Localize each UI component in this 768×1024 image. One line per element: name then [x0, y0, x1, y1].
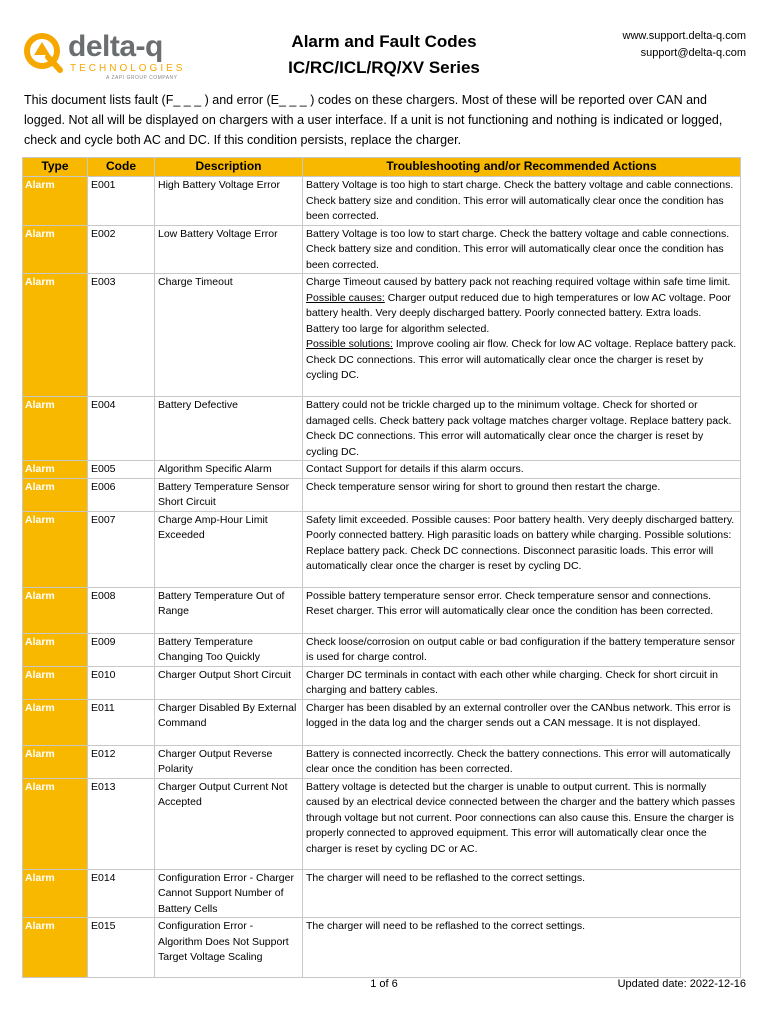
- table-row: [23, 461, 741, 479]
- description-cell: Battery Temperature Out of Range: [155, 587, 303, 633]
- table-row: [23, 225, 741, 274]
- code-cell: E013: [88, 778, 155, 869]
- description-cell: Low Battery Voltage Error: [155, 225, 303, 274]
- causes-label: Possible causes:: [306, 291, 385, 304]
- code-cell: E010: [88, 666, 155, 699]
- code-cell: E011: [88, 699, 155, 745]
- table-row: [23, 778, 741, 869]
- support-website-link[interactable]: www.support.delta-q.com: [622, 30, 746, 42]
- type-cell: Alarm: [23, 397, 88, 461]
- type-cell: Alarm: [23, 699, 88, 745]
- intro-paragraph: This document lists fault (F_ _ _ ) and error (E_ _ _ ) codes on these chargers. Most of these will be reported over CAN and logged. Not all will be displayed on chargers with a user interface. If a unit is not functioning and nothing is indicated or logged, check and cycle both AC and DC. If this condition persists, replace the charger.: [24, 93, 723, 147]
- table-row: [23, 274, 741, 397]
- action-cell: Battery could not be trickle charged up to the minimum voltage. Check for shorted or damaged cells. Check battery pack voltage matches charger voltage. Replace battery pack. Check DC connections. This error will automatically clear once the charger is reset by cycling DC.: [303, 397, 741, 461]
- logo-name: delta-q: [68, 30, 163, 63]
- type-cell: Alarm: [23, 478, 88, 511]
- description-cell: Charge Timeout: [155, 274, 303, 397]
- type-cell: Alarm: [23, 778, 88, 869]
- table-header-row: [23, 158, 741, 177]
- table-row: [23, 745, 741, 778]
- action-cell: [303, 274, 741, 397]
- description-cell: Battery Defective: [155, 397, 303, 461]
- action-cell: Check loose/corrosion on output cable or bad configuration if the battery temperature sensor is used for charge control.: [303, 633, 741, 666]
- type-cell: Alarm: [23, 918, 88, 978]
- description-cell: Charger Disabled By External Command: [155, 699, 303, 745]
- action-cell: Safety limit exceeded. Possible causes: Poor battery health. Very deeply discharged battery. Poorly connected battery. High parasitic loads on battery while charging. Possible solutions: Replace battery pack. Check DC connections. Disconnect parasitic loads. This error will automatically clear once the charger is reset by cycling DC.: [303, 511, 741, 587]
- table-row: [23, 478, 741, 511]
- description-cell: Charger Output Reverse Polarity: [155, 745, 303, 778]
- action-cell: Contact Support for details if this alarm occurs.: [303, 461, 741, 479]
- action-text: Charge Timeout caused by battery pack not reaching required voltage within safe time limit.: [306, 276, 731, 288]
- description-cell: Battery Temperature Sensor Short Circuit: [155, 478, 303, 511]
- description-cell: High Battery Voltage Error: [155, 177, 303, 226]
- header-code: Code: [88, 158, 155, 177]
- code-cell: E005: [88, 461, 155, 479]
- action-cell: Charger has been disabled by an external controller over the CANbus network. This error is logged in the data log and the charger sends out a CAN message. It is not displayed.: [303, 699, 741, 745]
- table-row: [23, 918, 741, 978]
- action-cell: Possible battery temperature sensor error. Check temperature sensor and connections. Reset charger. This error will automatically clear once the condition has been corrected.: [303, 587, 741, 633]
- table-row: [23, 587, 741, 633]
- table-row: [23, 869, 741, 918]
- code-cell: E002: [88, 225, 155, 274]
- table-row: [23, 699, 741, 745]
- table-row: [23, 397, 741, 461]
- code-cell: E004: [88, 397, 155, 461]
- type-cell: Alarm: [23, 633, 88, 666]
- updated-date: Updated date: 2022-12-16: [617, 978, 746, 990]
- solutions-text: Improve cooling air flow. Check for low AC voltage. Replace battery pack. Check DC connections. This error will automatically clear once the charger is reset by cycling DC.: [306, 338, 737, 381]
- description-cell: Configuration Error - Charger Cannot Support Number of Battery Cells: [155, 869, 303, 918]
- code-cell: E014: [88, 869, 155, 918]
- code-cell: E015: [88, 918, 155, 978]
- action-cell: Charger DC terminals in contact with each other while charging. Check for short circuit in charging and battery cables.: [303, 666, 741, 699]
- code-cell: E001: [88, 177, 155, 226]
- header-actions: Troubleshooting and/or Recommended Actions: [303, 158, 741, 177]
- page-title: Alarm and Fault Codes: [291, 32, 477, 51]
- solutions-label: Possible solutions:: [306, 338, 393, 350]
- logo-tagline: A ZAPI GROUP COMPANY: [106, 75, 178, 81]
- description-cell: Charge Amp-Hour Limit Exceeded: [155, 511, 303, 587]
- code-cell: E009: [88, 633, 155, 666]
- header-description: Description: [155, 158, 303, 177]
- code-cell: E003: [88, 274, 155, 397]
- type-cell: Alarm: [23, 745, 88, 778]
- table-row: [23, 666, 741, 699]
- type-cell: Alarm: [23, 511, 88, 587]
- type-cell: Alarm: [23, 461, 88, 479]
- fault-codes-table: [22, 157, 741, 978]
- causes-text: Charger output reduced due to high temperatures or low AC voltage. Poor battery health. Very deeply discharged battery. Poorly connected battery. Extra loads. Battery too large for algorithm selected.: [306, 291, 731, 335]
- description-cell: Algorithm Specific Alarm: [155, 461, 303, 479]
- code-cell: E008: [88, 587, 155, 633]
- header-type: Type: [23, 158, 88, 177]
- page-subtitle: IC/RC/ICL/RQ/XV Series: [288, 58, 480, 77]
- table-row: [23, 177, 741, 226]
- action-cell: The charger will need to be reflashed to the correct settings.: [303, 918, 741, 978]
- description-cell: Battery Temperature Changing Too Quickly: [155, 633, 303, 666]
- action-cell: The charger will need to be reflashed to the correct settings.: [303, 869, 741, 918]
- action-cell: Check temperature sensor wiring for short to ground then restart the charge.: [303, 478, 741, 511]
- type-cell: Alarm: [23, 869, 88, 918]
- code-cell: E007: [88, 511, 155, 587]
- description-cell: Configuration Error - Algorithm Does Not Support Target Voltage Scaling: [155, 918, 303, 978]
- support-email-link[interactable]: support@delta-q.com: [640, 47, 746, 59]
- action-cell: Battery is connected incorrectly. Check the battery connections. This error will automatically clear once the condition has been corrected.: [303, 745, 741, 778]
- type-cell: Alarm: [23, 274, 88, 397]
- action-cell: Battery voltage is detected but the charger is unable to output current. This is normally caused by an electrical device connected between the charger and the battery which passes through voltage but not current. Poor connections can also cause this. Ensure the charger is properly connected to approved equipment. This error will automatically clear once the charger is reset by cycling DC or AC.: [303, 778, 741, 869]
- logo-subtitle: TECHNOLOGIES: [70, 63, 186, 74]
- table-row: [23, 633, 741, 666]
- action-cell: Battery Voltage is too high to start charge. Check the battery voltage and cable connections. Check battery size and condition. This error will automatically clear once the condition has been corrected.: [303, 177, 741, 226]
- type-cell: Alarm: [23, 177, 88, 226]
- table-row: [23, 511, 741, 587]
- type-cell: Alarm: [23, 666, 88, 699]
- type-cell: Alarm: [23, 225, 88, 274]
- action-cell: Battery Voltage is too low to start charge. Check the battery voltage and cable connections. Check battery size and condition. This error will automatically clear once the condition has been corrected.: [303, 225, 741, 274]
- code-cell: E006: [88, 478, 155, 511]
- type-cell: Alarm: [23, 587, 88, 633]
- page-number: 1 of 6: [370, 978, 398, 990]
- description-cell: Charger Output Current Not Accepted: [155, 778, 303, 869]
- description-cell: Charger Output Short Circuit: [155, 666, 303, 699]
- code-cell: E012: [88, 745, 155, 778]
